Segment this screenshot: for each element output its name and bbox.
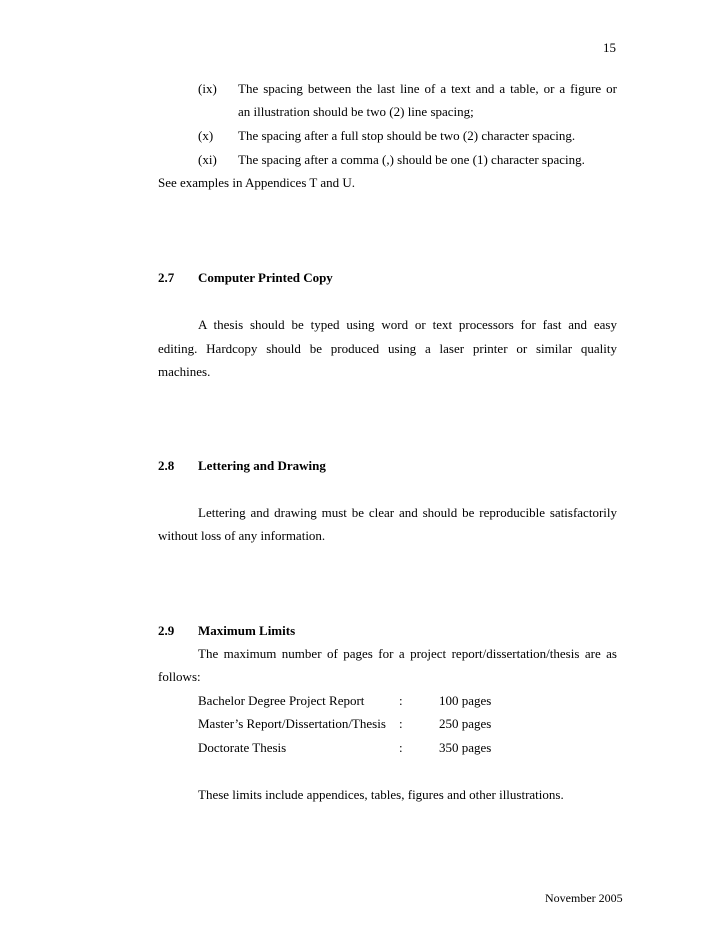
list-item-number: (ix)	[198, 81, 217, 96]
limit-label: Master’s Report/Dissertation/Thesis	[198, 716, 386, 731]
section-number: 2.7	[158, 270, 175, 285]
section-heading: Maximum Limits	[198, 623, 296, 638]
limit-colon: :	[399, 693, 403, 708]
list-item-number: (xi)	[198, 152, 217, 167]
see-examples-text: See examples in Appendices T and U.	[158, 175, 356, 190]
limit-value: 250 pages	[439, 716, 492, 731]
section-heading: Computer Printed Copy	[198, 270, 333, 285]
list-item-text: The spacing after a comma (,) should be one (1) character spacing.	[238, 152, 585, 167]
list-item-text-continued: an illustration should be two (2) line spacing;	[238, 104, 474, 119]
paragraph-line: without loss of any information.	[158, 528, 326, 543]
paragraph-line: The maximum number of pages for a project report/dissertation/thesis are as	[198, 646, 617, 661]
limit-colon: :	[399, 740, 403, 755]
paragraph-line: A thesis should be typed using word or text processors for fast and easy	[198, 317, 617, 332]
paragraph-line: follows:	[158, 669, 201, 684]
list-item-number: (x)	[198, 128, 214, 143]
footer-date: November 2005	[545, 891, 623, 905]
limits-note: These limits include appendices, tables, figures and other illustrations.	[198, 787, 564, 802]
paragraph-line: machines.	[158, 364, 211, 379]
section-number: 2.9	[158, 623, 175, 638]
list-item-text: The spacing between the last line of a text and a table, or a figure or	[238, 81, 617, 96]
section-heading: Lettering and Drawing	[198, 458, 326, 473]
list-item-text: The spacing after a full stop should be two (2) character spacing.	[238, 128, 576, 143]
limit-value: 350 pages	[439, 740, 492, 755]
limit-colon: :	[399, 716, 403, 731]
limit-label: Doctorate Thesis	[198, 740, 287, 755]
limit-value: 100 pages	[439, 693, 492, 708]
section-number: 2.8	[158, 458, 175, 473]
limit-label: Bachelor Degree Project Report	[198, 693, 365, 708]
paragraph-line: Lettering and drawing must be clear and should be reproducible satisfactorily	[198, 505, 617, 520]
page-number: 15	[603, 40, 616, 55]
paragraph-line: editing. Hardcopy should be produced using a laser printer or similar quality	[158, 341, 617, 356]
